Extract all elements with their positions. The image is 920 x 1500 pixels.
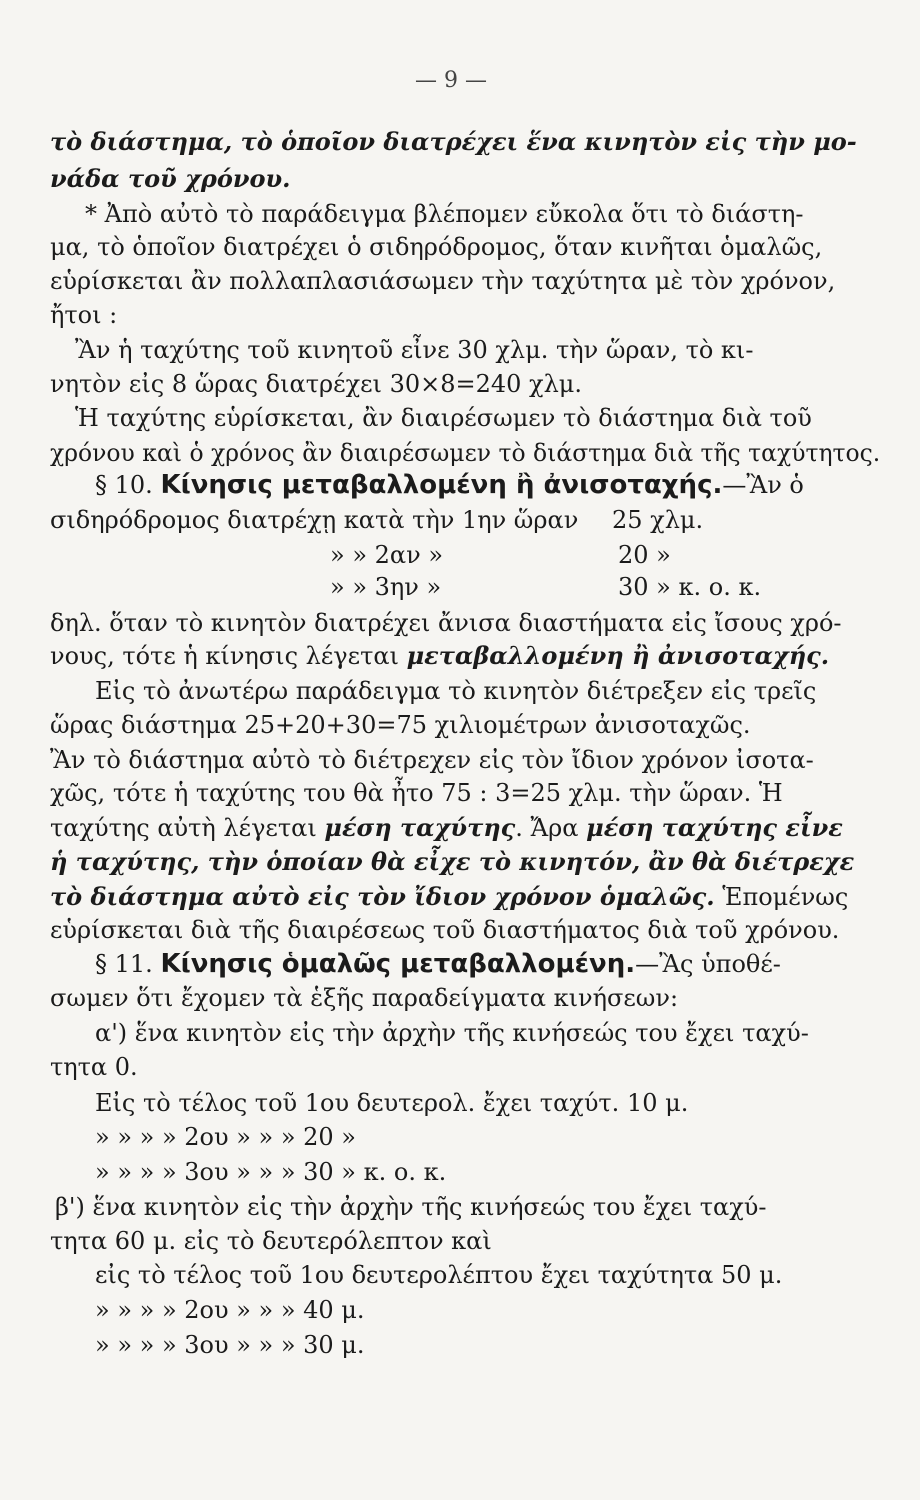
text-line — [55, 1192, 766, 1222]
text-segment: δηλ. ὅταν τὸ κινητὸν διατρέχει ἄνισα διαστήματα εἰς ἴσους χρό- — [50, 609, 842, 637]
text-line — [95, 1330, 365, 1360]
text-segment: Κίνησις ὁμαλῶς μεταβαλλομένη. — [160, 949, 636, 979]
text-segment: § 10. — [95, 471, 161, 499]
text-segment: § 11. — [95, 950, 161, 978]
text-segment: —Ἂς ὑποθέ- — [635, 950, 781, 978]
text-segment: Ἑπομένως — [714, 883, 849, 911]
text-line — [85, 199, 804, 229]
text-segment: Ἂν τὸ διάστημα αὐτὸ τὸ διέτρεχεν εἰς τὸν ἴδιον χρόνον ἰσοτα- — [50, 746, 814, 774]
text-segment: σιδηρόδρομος διατρέχῃ κατὰ τὴν 1ην ὥραν — [50, 506, 579, 534]
text-segment: » » 2αν » — [330, 541, 444, 569]
text-segment: σωμεν ὅτι ἔχομεν τὰ ἑξῆς παραδείγματα κινήσεων: — [50, 984, 679, 1012]
text-segment: τητα 60 μ. εἰς τὸ δευτερόλεπτον καὶ — [50, 1227, 492, 1255]
text-line — [75, 335, 753, 365]
text-segment: χρόνου καὶ ὁ χρόνος ἂν διαιρέσωμεν τὸ διάστημα διὰ τῆς ταχύτητος. — [50, 439, 881, 467]
text-line — [95, 1295, 365, 1325]
text-segment: ἤτοι : — [50, 301, 118, 329]
text-segment: —Ἂν ὁ — [722, 471, 804, 499]
text-line — [50, 369, 582, 399]
text-line — [330, 540, 443, 570]
text-line — [50, 847, 854, 877]
text-segment: εὑρίσκεται διὰ τῆς διαιρέσεως τοῦ διαστήματος διὰ τοῦ χρόνου. — [50, 916, 840, 944]
text-line — [50, 505, 578, 535]
text-segment: τὸ διάστημα, τὸ ὁποῖον διατρέχει ἕνα κινητὸν εἰς τὴν μο- — [50, 127, 857, 156]
text-line — [50, 710, 751, 740]
text-segment: τητα 0. — [50, 1053, 138, 1081]
right-value-3: 30 » κ. ο. κ. — [618, 573, 762, 601]
text-line — [50, 1226, 492, 1256]
text-segment: Ἂν ἡ ταχύτης τοῦ κινητοῦ εἶνε 30 χλμ. τὴν ὥραν, τὸ κι- — [75, 336, 754, 364]
text-line — [50, 641, 829, 671]
text-line — [95, 1157, 446, 1187]
text-line — [50, 915, 839, 945]
text-line — [95, 1018, 809, 1048]
text-line — [50, 266, 835, 296]
text-segment: Ἡ ταχύτης εὑρίσκεται, ἂν διαιρέσωμεν τὸ διάστημα διὰ τοῦ — [75, 404, 812, 432]
page-number: — 9 — — [415, 68, 487, 93]
text-segment: μέση ταχύτης εἶνε — [586, 813, 843, 842]
text-line — [50, 882, 848, 912]
text-line — [50, 164, 291, 194]
text-segment: τὸ διάστημα αὐτὸ εἰς τὸν ἴδιον χρόνον ὁμαλῶς. — [50, 882, 715, 911]
text-line — [50, 127, 857, 157]
text-line — [50, 232, 822, 262]
text-line — [50, 608, 842, 638]
text-line — [95, 1122, 356, 1152]
text-segment: Κίνησις μεταβαλλομένη ἢ ἀνισοταχής. — [160, 470, 723, 500]
text-segment: » » » » 2ου » » » 20 » — [95, 1123, 356, 1151]
text-line — [95, 949, 781, 979]
right-value-2: 20 » — [618, 541, 671, 569]
text-segment: νάδα τοῦ χρόνου. — [50, 164, 291, 193]
text-segment: μα, τὸ ὁποῖον διατρέχει ὁ σιδηρόδρομος, ὅταν κινῆται ὁμαλῶς, — [50, 233, 823, 261]
text-line — [50, 983, 678, 1013]
text-segment: Εἰς τὸ τέλος τοῦ 1ου δευτερολ. ἔχει ταχύτ. 10 μ. — [95, 1089, 689, 1117]
text-segment: » » 3ην » — [330, 573, 442, 601]
text-line — [50, 745, 814, 775]
text-line — [75, 403, 812, 433]
text-segment: μέση ταχύτης — [324, 813, 516, 842]
text-segment: νους, τότε ἡ κίνησις λέγεται — [50, 642, 407, 670]
text-segment: » » » » 2ου » » » 40 μ. — [95, 1296, 365, 1324]
text-segment: νητὸν εἰς 8 ὥρας διατρέχει 30×8=240 χλμ. — [50, 370, 583, 398]
text-line — [50, 438, 880, 468]
text-segment: * Ἀπὸ αὐτὸ τὸ παράδειγμα βλέπομεν εὔκολα ὅτι τὸ διάστη- — [85, 200, 804, 228]
text-segment: ταχύτης αὐτὴ λέγεται — [50, 814, 325, 842]
text-segment: ὥρας διάστημα 25+20+30=75 χιλιομέτρων ἀνισοταχῶς. — [50, 711, 751, 739]
text-segment: . Ἄρα — [515, 814, 587, 842]
text-segment: εὑρίσκεται ἂν πολλαπλασιάσωμεν τὴν ταχύτητα μὲ τὸν χρόνον, — [50, 267, 836, 295]
text-line — [330, 572, 441, 602]
text-segment: Εἰς τὸ ἀνωτέρω παράδειγμα τὸ κινητὸν διέτρεξεν εἰς τρεῖς — [95, 677, 817, 705]
text-segment: α') ἕνα κινητὸν εἰς τὴν ἀρχὴν τῆς κινήσεώς του ἔχει ταχύ- — [95, 1019, 809, 1047]
text-line — [95, 676, 816, 706]
text-line — [50, 1052, 138, 1082]
text-line — [50, 778, 783, 808]
text-segment: » » » » 3ου » » » 30 μ. — [95, 1331, 365, 1359]
text-segment: » » » » 3ου » » » 30 » κ. ο. κ. — [95, 1158, 447, 1186]
text-segment: χῶς, τότε ἡ ταχύτης του θὰ ἦτο 75 : 3=25 χλμ. τὴν ὥραν. Ἡ — [50, 779, 783, 807]
text-line — [50, 813, 843, 843]
text-segment: εἰς τὸ τέλος τοῦ 1ου δευτερολέπτου ἔχει ταχύτητα 50 μ. — [95, 1261, 783, 1289]
text-line — [95, 1260, 782, 1290]
text-segment: β') ἕνα κινητὸν εἰς τὴν ἀρχὴν τῆς κινήσεώς του ἔχει ταχύ- — [55, 1193, 767, 1221]
text-segment: ἡ ταχύτης, τὴν ὁποίαν θὰ εἶχε τὸ κινητόν, ἂν θὰ διέτρεχε — [50, 847, 855, 876]
text-line — [50, 300, 117, 330]
text-line — [95, 1088, 688, 1118]
text-line — [95, 470, 804, 500]
text-segment: μεταβαλλομένη ἢ ἀνισοταχής. — [406, 641, 830, 670]
right-value-1: 25 χλμ. — [612, 506, 704, 534]
